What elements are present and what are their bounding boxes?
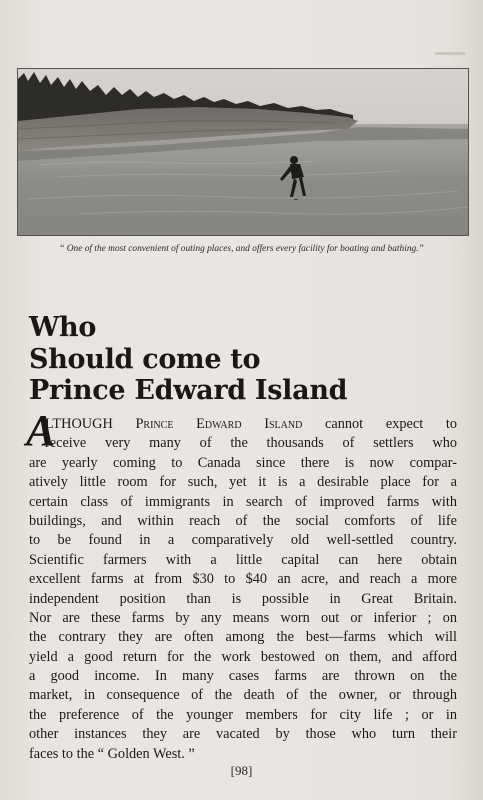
body-line: excellent farms at from $30 to $40 an acre, and reach a more (29, 571, 457, 588)
body-line: faces to the “ Golden West. ” (29, 745, 195, 762)
body-line: Scientific farmers with a little capital can here obtain (29, 551, 457, 568)
body-line-1: LTHOUGH Prince Edward Island cannot expect to (45, 416, 457, 432)
body-line: market, in consequence of the death of the owner, or through (29, 687, 457, 704)
body-line: other instances they are vacated by those who turn their (29, 726, 457, 743)
photo-caption: “ One of the most convenient of outing places, and offers every facility for boating and bathing.” (59, 244, 424, 254)
title-line-1: Who (29, 312, 97, 343)
body-line: independent position than is possible in Great Britain. (29, 590, 457, 607)
body-line: atively little room for such, yet it is a desirable place for a (29, 474, 457, 491)
beach-photograph (17, 68, 469, 236)
drop-cap: A (26, 406, 56, 455)
body-line: the contrary they are often among the best—farms which will (29, 629, 457, 646)
title-line-3: Prince Edward Island (29, 375, 348, 406)
body-line: the preference of the younger members for city life ; or in (29, 706, 457, 723)
body-line: Nor are these farms by any means worn out or inferior ; on (29, 609, 457, 626)
body-line: receive very many of the thousands of settlers who (45, 435, 457, 452)
body-line: certain class of immigrants in search of improved farms with (29, 493, 457, 510)
page-number: [98] (230, 763, 253, 778)
faint-page-mark (435, 52, 465, 55)
body-line: to be found in a comparatively old well-settled country. (29, 532, 457, 549)
title-line-2: Should come to (29, 343, 261, 375)
body-line: yield a good return for the work bestowed on them, and afford (29, 648, 457, 665)
body-line: are yearly coming to Canada since there is now compar- (29, 454, 457, 471)
article-title (29, 312, 347, 407)
body-line: a good income. In many cases farms are thrown on the (29, 668, 457, 685)
body-line: buildings, and within reach of the social comforts of life (29, 512, 457, 529)
article-body (29, 415, 457, 764)
